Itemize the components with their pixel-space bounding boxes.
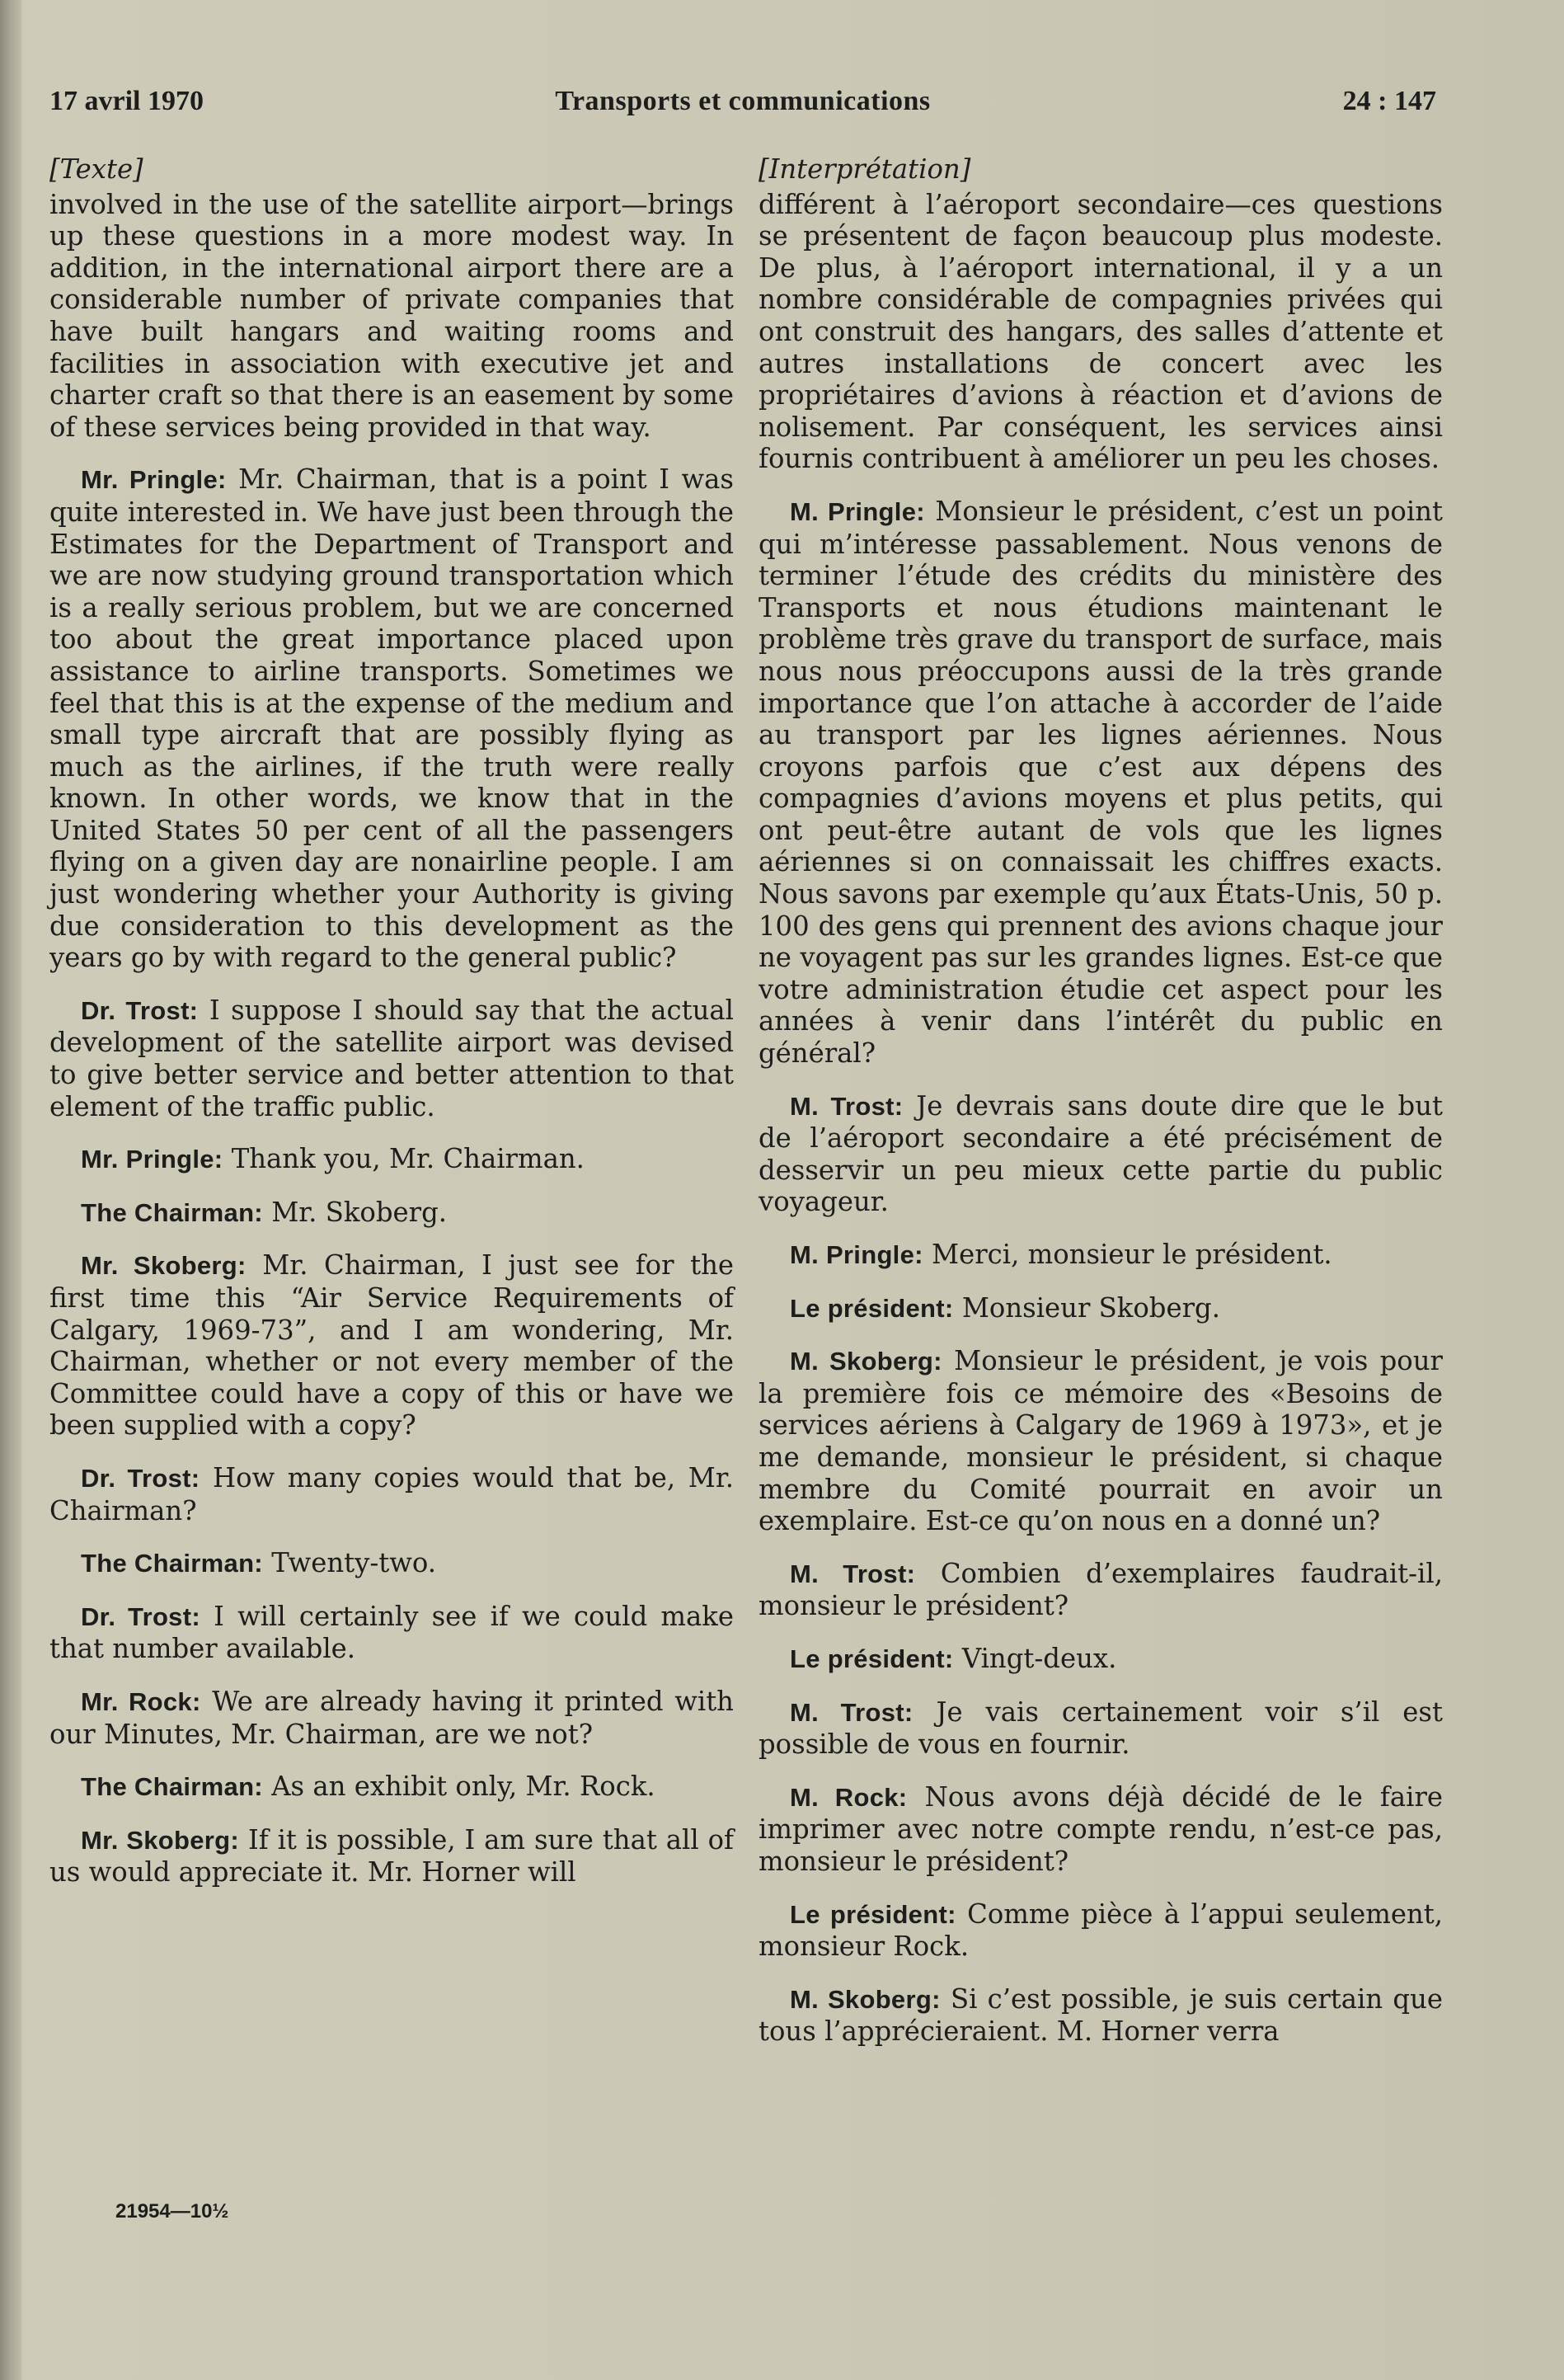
transcript-paragraph — [759, 1898, 1443, 1963]
transcript-paragraph — [49, 463, 734, 974]
transcript-paragraph — [49, 1249, 734, 1442]
transcript-paragraph — [759, 496, 1443, 1070]
transcript-paragraph — [759, 189, 1443, 475]
transcript-paragraph — [759, 1239, 1443, 1272]
page-header — [49, 86, 1436, 127]
transcript-paragraph — [49, 1197, 734, 1230]
paragraph-text: Je vais certainement voir s’il est possible de vous en fournir. — [759, 1696, 1443, 1761]
speaker-name: Mr. Skoberg: — [81, 1251, 247, 1281]
paragraph-text: Twenty-two. — [271, 1547, 437, 1579]
paragraph-text: I suppose I should say that the actual development of the satellite airport was devised to give better service and better attention to that element of the traffic public. — [49, 994, 734, 1122]
paragraph-text: Combien d’exemplaires faudrait-il, monsieur le président? — [759, 1557, 1443, 1622]
paragraph-text: Mr. Chairman, I just see for the first time this “Air Service Requirements of Calgary, 1969-73”, and I am wondering, Mr. Chairman, whether or not every member of the Committee could have a copy of this or have we been supplied with a copy? — [49, 1249, 734, 1442]
transcript-paragraph — [49, 1547, 734, 1580]
speaker-name: M. Trost: — [790, 1091, 904, 1121]
speaker-name: Le président: — [790, 1293, 954, 1323]
paragraph-text: Mr. Chairman, that is a point I was quite interested in. We have just been through the Estimates for the Department of Transport and we are now studying ground transportation which is a really serious problem, but we are concerned too about the great importance placed upon assistance to airline transports. Sometimes we feel that this is at the expense of the medium and small type aircraft that are possibly flying as much as the airlines, if the truth were really known. In other words, we know that in the United States 50 per cent of all the passengers flying on a given day are nonairline people. I am just wondering whether your Authority is giving due consideration to this development as the years go by with regard to the general public? — [49, 463, 734, 974]
transcript-paragraph — [49, 1771, 734, 1804]
paragraph-text: Vingt-deux. — [961, 1642, 1117, 1674]
transcript-paragraph — [49, 1686, 734, 1750]
transcript-paragraph — [759, 1983, 1443, 2048]
speaker-name: Mr. Rock: — [81, 1686, 201, 1716]
paragraph-text: Thank you, Mr. Chairman. — [231, 1143, 585, 1175]
paragraph-text: Comme pièce à l’appui seulement, monsieur Rock. — [759, 1898, 1444, 1963]
footer-code: 21954—10½ — [115, 2200, 229, 2222]
column-label: [Texte] — [49, 153, 143, 185]
speaker-name: Le président: — [790, 1899, 956, 1929]
paragraph-text: If it is possible, I am sure that all of us would appreciate it. Mr. Horner will — [49, 1823, 734, 1888]
paragraph-text: As an exhibit only, Mr. Rock. — [271, 1771, 655, 1803]
speaker-name: Mr. Skoberg: — [81, 1825, 240, 1855]
transcript-paragraph — [759, 1292, 1443, 1325]
speaker-name: Dr. Trost: — [81, 995, 199, 1025]
speaker-name: Mr. Pringle: — [81, 465, 227, 495]
paragraph-text: Merci, monsieur le président. — [932, 1239, 1332, 1270]
paragraph-text: Monsieur le président, c’est un point qui m’intéresse passablement. Nous venons de terminer l’étude des crédits du ministère des Transports et nous étudions maintenant le problème très grave du transport de surface, mais nous nous préoccupons aussi de la très grande importance que l’on attache à accorder de l’aide au transport par les lignes aériennes. Nous croyons parfois que c’est aux dépens des compagnies d’avions moyens et plus petits, qui ont peut-être autant de vols que les lignes aériennes si on connaissait les chiffres exacts. Nous savons par exemple qu’aux États-Unis, 50 p. 100 des gens qui prennent des avions chaque jour ne voyagent pas sur les grandes lignes. Est-ce que votre administration étudie cet aspect pour les années à venir dans l’intérêt du public en général? — [759, 495, 1443, 1070]
transcript-paragraph — [49, 189, 734, 444]
paragraph-text: We are already having it printed with our Minutes, Mr. Chairman, are we not? — [49, 1685, 734, 1750]
transcript-paragraph — [759, 1781, 1443, 1878]
paragraph-text: How many copies would that be, Mr. Chairman? — [49, 1461, 734, 1526]
transcript-paragraph — [49, 1143, 734, 1176]
header-date: 17 avril 1970 — [49, 86, 204, 116]
speaker-name: Dr. Trost: — [81, 1602, 200, 1631]
transcript-paragraph — [49, 995, 734, 1122]
speaker-name: The Chairman: — [81, 1549, 263, 1578]
transcript-paragraph — [49, 1601, 734, 1665]
transcript-paragraph — [759, 1696, 1443, 1761]
transcript-paragraph — [759, 1643, 1443, 1676]
paragraph-text: Monsieur Skoberg. — [961, 1291, 1220, 1324]
french-paragraphs — [759, 189, 1443, 2048]
transcript-paragraph — [49, 1824, 734, 1888]
english-paragraphs — [49, 189, 734, 1888]
speaker-name: M. Trost: — [790, 1697, 914, 1727]
paragraph-text: Nous avons déjà décidé de le faire imprimer avec notre compte rendu, n’est-ce pas, monsieur le président? — [759, 1780, 1444, 1877]
paragraph-text: I will certainly see if we could make that number available. — [49, 1600, 734, 1665]
english-column — [49, 153, 734, 1909]
paragraph-text: Si c’est possible, je suis certain que tous l’apprécieraient. M. Horner verra — [759, 1983, 1443, 2048]
speaker-name: M. Skoberg: — [790, 1347, 942, 1376]
transcript-paragraph — [49, 1462, 734, 1526]
speaker-name: M. Skoberg: — [790, 1984, 941, 2014]
speaker-name: Le président: — [790, 1644, 954, 1673]
transcript-paragraph — [759, 1558, 1443, 1622]
speaker-name: Dr. Trost: — [81, 1463, 200, 1493]
header-title: Transports et communications — [555, 86, 931, 116]
speaker-name: M. Rock: — [790, 1782, 908, 1812]
speaker-name: M. Pringle: — [790, 1240, 923, 1269]
speaker-name: M. Pringle: — [790, 496, 925, 526]
paragraph-text: Je devrais sans doute dire que le but de l’aéroport secondaire a été précisément de desservir un peu mieux cette partie du public voyageur. — [759, 1089, 1443, 1218]
speaker-name: Mr. Pringle: — [81, 1145, 223, 1174]
paragraph-text: involved in the use of the satellite airport—brings up these questions in a more modest way. In addition, in the international airport there are a considerable number of private companies that have built hangars and waiting rooms and facilities in association with executive jet and charter craft so that there is an easement by some of these services being provided in that way. — [49, 188, 734, 443]
header-page-number: 24 : 147 — [1342, 86, 1436, 116]
transcript-paragraph — [759, 1345, 1443, 1537]
page-binding-edge — [0, 0, 21, 2380]
paragraph-text: Mr. Skoberg. — [271, 1196, 448, 1228]
speaker-name: The Chairman: — [81, 1772, 263, 1802]
paragraph-text: différent à l’aéroport secondaire—ces questions se présentent de façon beaucoup plus modeste. De plus, à l’aéroport international, il y a un nombre considérable de compagnies privées qui ont construit des hangars, des salles d’attente et autres installations de concert avec les propriétaires d’avions à réaction et d’avions de nolisement. Par conséquent, les services ainsi fournis contribuent à améliorer un peu les choses. — [759, 188, 1443, 475]
transcript-paragraph — [759, 1090, 1443, 1218]
paragraph-text: Monsieur le président, je vois pour la première fois ce mémoire des «Besoins de services aériens à Calgary de 1969 à 1973», et je me demande, monsieur le président, si chaque membre du Comité pourrait en avoir un exemplaire. Est-ce qu’on nous en a donné un? — [759, 1345, 1443, 1537]
column-label: [Interprétation] — [759, 153, 971, 185]
french-column — [759, 153, 1443, 2068]
speaker-name: The Chairman: — [81, 1197, 263, 1227]
speaker-name: M. Trost: — [790, 1559, 916, 1588]
